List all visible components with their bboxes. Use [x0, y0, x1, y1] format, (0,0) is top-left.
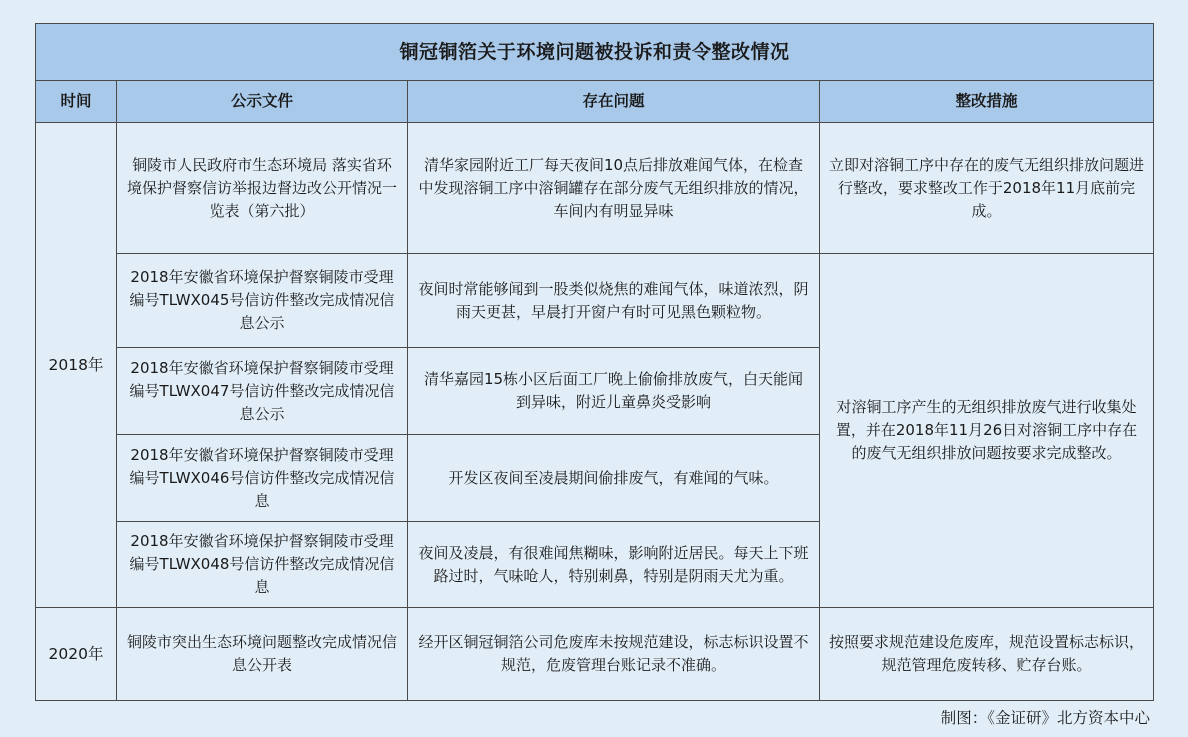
year-cell-2020: 2020年: [36, 608, 117, 701]
table-title: 铜冠铜箔关于环境问题被投诉和责令整改情况: [36, 24, 1154, 81]
complaint-table: [35, 23, 1154, 701]
document-cell: 2018年安徽省环境保护督察铜陵市受理编号TLWX048号信访件整改完成情况信息: [117, 522, 408, 608]
header-document: 公示文件: [117, 81, 408, 123]
table-row: [36, 123, 1154, 254]
header-measures: 整改措施: [820, 81, 1154, 123]
problem-cell: 开发区夜间至凌晨期间偷排废气，有难闻的气味。: [408, 435, 820, 522]
title-row: [36, 24, 1154, 81]
table-row: [36, 608, 1154, 701]
problem-cell: 清华嘉园15栋小区后面工厂晚上偷偷排放废气，白天能闻到异味，附近儿童鼻炎受影响: [408, 348, 820, 435]
header-time: 时间: [36, 81, 117, 123]
measures-cell: 立即对溶铜工序中存在的废气无组织排放问题进行整改，要求整改工作于2018年11月底前完成。: [820, 123, 1154, 254]
problem-cell: 夜间及凌晨，有很难闻焦糊味，影响附近居民。每天上下班路过时，气味呛人，特别刺鼻，特别是阴雨天尤为重。: [408, 522, 820, 608]
table-row: [36, 254, 1154, 348]
document-cell: 2018年安徽省环境保护督察铜陵市受理编号TLWX045号信访件整改完成情况信息公示: [117, 254, 408, 348]
source-credit: 制图：《金证研》北方资本中心: [940, 709, 1150, 727]
measures-cell: 按照要求规范建设危废库，规范设置标志标识，规范管理危废转移、贮存台账。: [820, 608, 1154, 701]
problem-cell: 夜间时常能够闻到一股类似烧焦的难闻气体，味道浓烈，阴雨天更甚，早晨打开窗户有时可见黑色颗粒物。: [408, 254, 820, 348]
problem-cell: 经开区铜冠铜箔公司危废库未按规范建设，标志标识设置不规范，危废管理台账记录不准确。: [408, 608, 820, 701]
problem-cell: 清华家园附近工厂每天夜间10点后排放难闻气体，在检查中发现溶铜工序中溶铜罐存在部分废气无组织排放的情况，车间内有明显异味: [408, 123, 820, 254]
measures-cell: 对溶铜工序产生的无组织排放废气进行收集处置，并在2018年11月26日对溶铜工序中存在的废气无组织排放问题按要求完成整改。: [820, 254, 1154, 608]
document-cell: 2018年安徽省环境保护督察铜陵市受理编号TLWX046号信访件整改完成情况信息: [117, 435, 408, 522]
document-cell: 2018年安徽省环境保护督察铜陵市受理编号TLWX047号信访件整改完成情况信息公示: [117, 348, 408, 435]
document-cell: 铜陵市人民政府市生态环境局 落实省环境保护督察信访举报边督边改公开情况一览表（第六批）: [117, 123, 408, 254]
header-row: [36, 81, 1154, 123]
header-problem: 存在问题: [408, 81, 820, 123]
document-cell: 铜陵市突出生态环境问题整改完成情况信息公开表: [117, 608, 408, 701]
year-cell-2018: 2018年: [36, 123, 117, 608]
